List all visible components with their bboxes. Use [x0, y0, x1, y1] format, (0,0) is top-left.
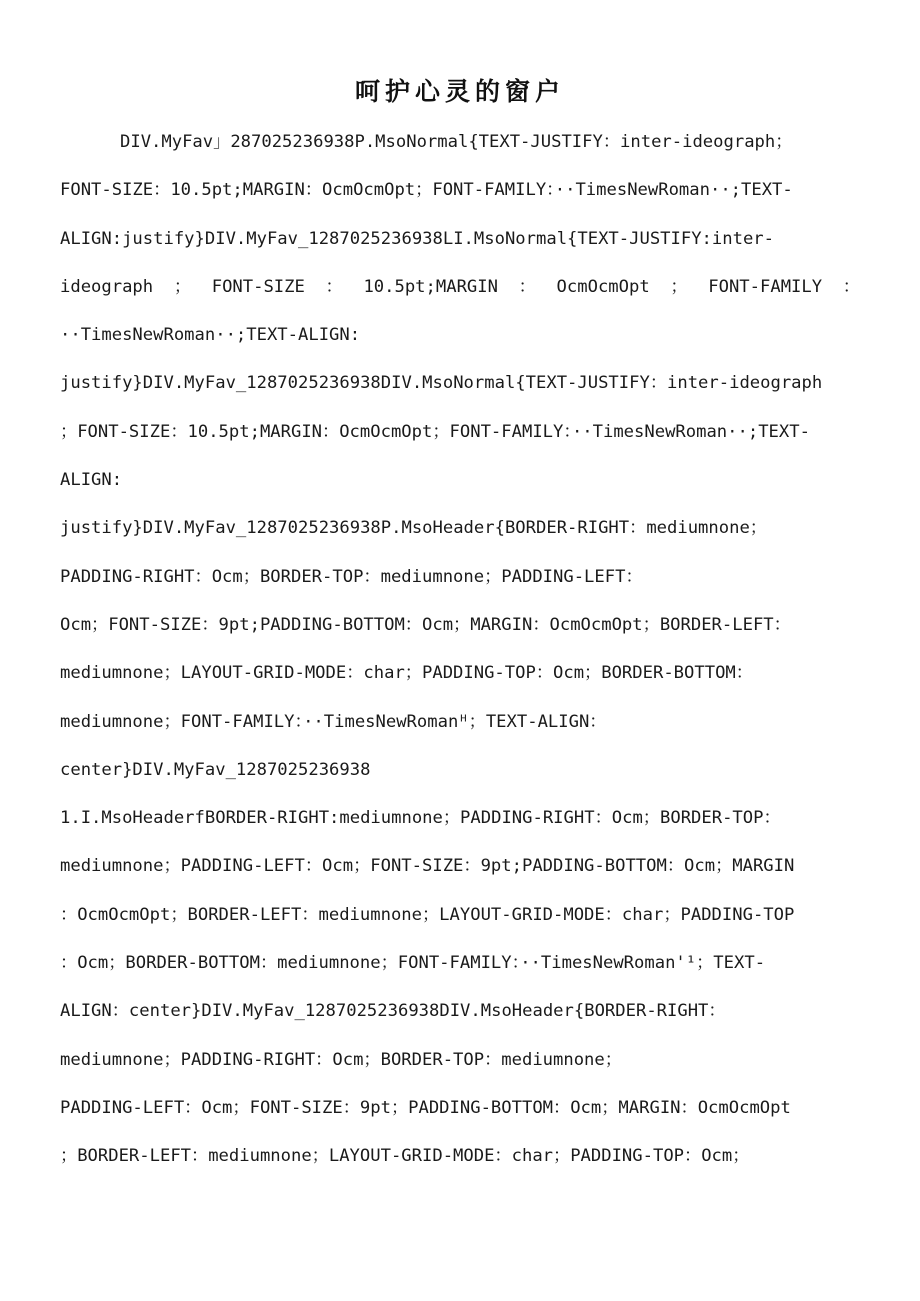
text-line: center}DIV.MyFav_1287025236938	[60, 759, 371, 780]
text-line: ALIGN：center}DIV.MyFav_1287025236938DIV.MsoHeader{BORDER-RIGHT：	[60, 1001, 726, 1022]
text-line: justify}DIV.MyFav_1287025236938P.MsoHeader{BORDER-RIGHT：mediumnone；	[60, 518, 767, 539]
text-line: mediumnone；PADDING-LEFT：Ocm；FONT-SIZE：9pt;PADDING-BOTTOM：Ocm；MARGIN	[60, 856, 795, 877]
text-line: PADDING-RIGHT：Ocm；BORDER-TOP：mediumnone；PADDING-LEFT：	[60, 566, 643, 587]
text-line: justify}DIV.MyFav_1287025236938DIV.MsoNormal{TEXT-JUSTIFY：inter-ideograph	[60, 373, 823, 394]
text-line: FONT-SIZE：10.5pt;MARGIN：OcmOcmOpt；FONT-FAMILY：··TimesNewRoman··;TEXT-	[60, 180, 793, 201]
text-line: ：OcmOcmOpt；BORDER-LEFT：mediumnone；LAYOUT-GRID-MODE：char；PADDING-TOP	[60, 904, 795, 925]
text-line: mediumnone；FONT-FAMILY：··TimesNewRomanᴴ；TEXT-ALIGN：	[60, 711, 607, 732]
text-line: ··TimesNewRoman··;TEXT-ALIGN:	[60, 325, 361, 346]
text-line: ideograph ； FONT-SIZE ： 10.5pt;MARGIN ： OcmOcmOpt ； FONT-FAMILY ：	[60, 276, 860, 297]
text-line: ；BORDER-LEFT：mediumnone；LAYOUT-GRID-MODE：char；PADDING-TOP：Ocm；	[60, 1146, 750, 1167]
text-line: DIV.MyFav」287025236938P.MsoNormal{TEXT-JUSTIFY：inter-ideograph；	[120, 132, 793, 152]
document-body	[60, 118, 860, 1181]
text-line: 1.I.MsoHeaderfBORDER-RIGHT:mediumnone；PADDING-RIGHT：Ocm；BORDER-TOP：	[60, 808, 781, 829]
page-title: 呵护心灵的窗户	[354, 77, 565, 106]
text-line: Ocm；FONT-SIZE：9pt;PADDING-BOTTOM：Ocm；MARGIN：OcmOcmOpt；BORDER-LEFT：	[60, 614, 791, 635]
text-line: mediumnone；PADDING-RIGHT：Ocm；BORDER-TOP：mediumnone；	[60, 1049, 622, 1070]
text-line: ：Ocm；BORDER-BOTTOM：mediumnone；FONT-FAMILY：··TimesNewRoman'¹；TEXT-	[60, 953, 766, 974]
text-line: ALIGN:	[60, 470, 123, 491]
text-line: PADDING-LEFT：Ocm；FONT-SIZE：9pt；PADDING-BOTTOM：Ocm；MARGIN：OcmOcmOpt	[60, 1097, 791, 1118]
text-line: mediumnone；LAYOUT-GRID-MODE：char；PADDING-TOP：Ocm；BORDER-BOTTOM：	[60, 663, 753, 684]
text-line: ALIGN:justify}DIV.MyFav_1287025236938LI.MsoNormal{TEXT-JUSTIFY:inter-	[60, 228, 774, 249]
text-line: ；FONT-SIZE：10.5pt;MARGIN：OcmOcmOpt；FONT-FAMILY：··TimesNewRoman··;TEXT-	[60, 421, 810, 442]
